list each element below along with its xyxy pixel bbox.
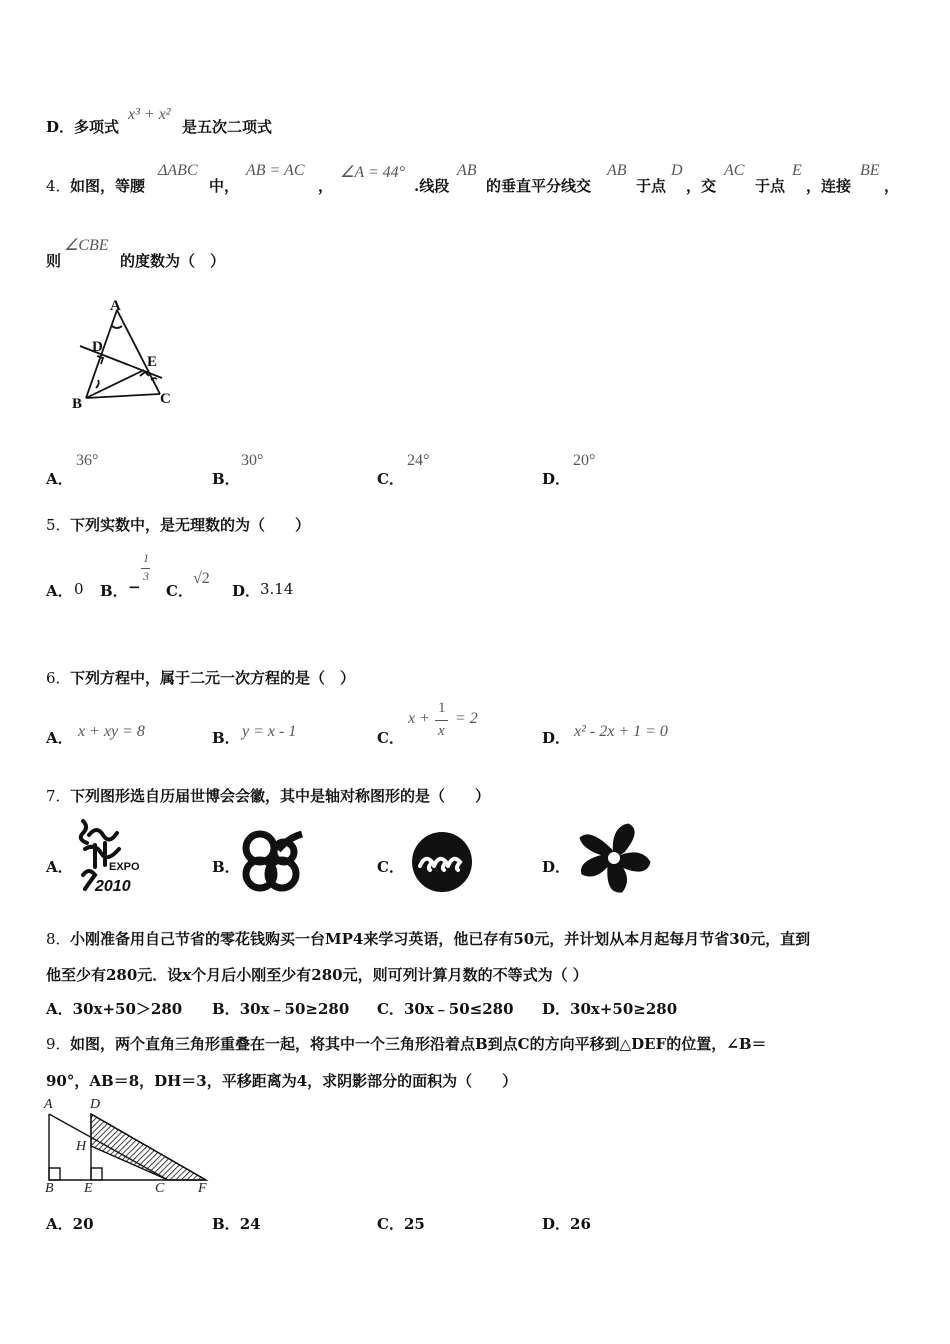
q8-number: 8． xyxy=(46,930,71,948)
q4-text-2: 中， xyxy=(209,177,240,195)
q6-option-c-post: = 2 xyxy=(455,710,478,727)
q9-fig-label-b: B xyxy=(45,1181,54,1196)
q5-option-b-label: B． xyxy=(100,582,128,600)
q3-option-d: D．多项式 xyxy=(46,118,120,136)
q6-option-d-value: x² - 2x + 1 = 0 xyxy=(574,723,668,740)
q7-option-a-label: A． xyxy=(46,858,73,876)
q6-option-a-label: A． xyxy=(46,729,73,747)
q4-text-7: ，交 xyxy=(686,177,717,195)
q6-option-c-fraction-bar xyxy=(435,720,448,721)
q4-triangle-figure xyxy=(70,298,190,413)
q7-logo-b-rings xyxy=(240,828,310,896)
q4-text-10: ， xyxy=(884,177,900,195)
q7-number: 7． xyxy=(46,787,71,805)
q7-logo-a-year-text: 2010 xyxy=(95,878,131,895)
q7-logo-a-expo-text: EXPO xyxy=(109,861,140,873)
q4-math-be: BE xyxy=(860,162,880,179)
q4-text-6: 于点 xyxy=(636,177,667,195)
q9-option-a: A．20 xyxy=(46,1215,94,1233)
q4-fig-label-b: B xyxy=(72,396,83,412)
q7-option-c-label: C． xyxy=(377,858,404,876)
q6-option-d-label: D． xyxy=(542,729,571,747)
q6-option-b-label: B． xyxy=(212,729,240,747)
q3-option-d-expr: x³ + x² xyxy=(128,106,171,123)
q8-line-2: 他至少有280元．设x个月后小刚至少有280元，则可列计算月数的不等式为（ ） xyxy=(46,966,588,984)
q4-text-9: ，连接 xyxy=(806,177,852,195)
q3-option-d-post: 是五次二项式 xyxy=(182,118,273,136)
q4-math-triangle: ΔABC xyxy=(158,162,198,179)
q5-option-d-label: D． xyxy=(232,582,261,600)
q9-option-b: B．24 xyxy=(212,1215,261,1233)
q5-option-a-value: 0 xyxy=(74,580,84,598)
q9-number: 9． xyxy=(46,1035,71,1053)
q5-option-c-value: √2 xyxy=(193,570,210,587)
q9-option-d: D．26 xyxy=(542,1215,591,1233)
q4-fig-label-e: E xyxy=(147,354,158,370)
q4-option-b-label: B． xyxy=(212,470,240,488)
q4-math-angle-a: ∠A = 44° xyxy=(340,164,406,181)
q4-math-ab-ac: AB = AC xyxy=(246,162,305,179)
q4-math-e: E xyxy=(792,162,802,179)
q4-text-4: .线段 xyxy=(414,177,450,195)
q6-option-c-denominator: x xyxy=(438,723,445,739)
q4-math-ab-2: AB xyxy=(607,162,627,179)
q7-logo-a-expo2010 xyxy=(75,815,155,895)
q4-option-b-value: 30° xyxy=(241,452,264,469)
q5-option-a-label: A． xyxy=(46,582,73,600)
q6-text: 下列方程中，属于二元一次方程的是（ ） xyxy=(70,669,356,687)
q7-text: 下列图形选自历届世博会会徽，其中是轴对称图形的是（ ） xyxy=(70,787,491,805)
q6-option-a-value: x + xy = 8 xyxy=(78,723,145,740)
q8-option-d: D．30x+50≥280 xyxy=(542,1000,678,1018)
q4-line2-pre: 则 xyxy=(46,252,62,270)
q4-option-a-label: A． xyxy=(46,470,73,488)
q4-number: 4． xyxy=(46,177,71,195)
q5-option-b-sign: − xyxy=(128,578,141,596)
q5-option-d-value: 3.14 xyxy=(260,580,294,598)
q7-option-b-label: B． xyxy=(212,858,240,876)
q9-triangles-figure xyxy=(40,1100,220,1200)
q8-line-1: 小刚准备用自己节省的零花钱购买一台MP4来学习英语，他已存有50元，并计划从本月起每月节省30元，直到 xyxy=(70,930,811,948)
q4-math-cbe: ∠CBE xyxy=(64,237,109,254)
q4-option-d-value: 20° xyxy=(573,452,596,469)
q5-text: 下列实数中，是无理数的为（ ） xyxy=(70,516,311,534)
q7-option-d-label: D． xyxy=(542,858,571,876)
q4-fig-label-d: D xyxy=(92,339,103,355)
q9-fig-label-e: E xyxy=(84,1181,93,1196)
q6-option-c-numerator: 1 xyxy=(438,700,446,716)
q4-text-8: 于点 xyxy=(755,177,786,195)
q9-option-c: C．25 xyxy=(377,1215,425,1233)
q6-option-b-value: y = x - 1 xyxy=(242,723,297,740)
q8-option-a: A．30x+50＞280 xyxy=(46,1000,183,1018)
q4-option-c-value: 24° xyxy=(407,452,430,469)
q4-math-d: D xyxy=(671,162,683,179)
q4-math-ab: AB xyxy=(457,162,477,179)
q4-text-3: ， xyxy=(318,177,334,195)
q4-fig-label-a: A xyxy=(110,298,121,314)
q4-option-a-value: 36° xyxy=(76,452,99,469)
q8-option-b: B．30x﹣50≥280 xyxy=(212,1000,350,1018)
q5-option-c-label: C． xyxy=(166,582,193,600)
q4-line2-post: 的度数为（ ） xyxy=(120,252,226,270)
q6-number: 6． xyxy=(46,669,71,687)
q4-option-d-label: D． xyxy=(542,470,571,488)
q9-fig-label-c: C xyxy=(155,1181,165,1196)
q5-number: 5． xyxy=(46,516,71,534)
q9-line-1: 如图，两个直角三角形重叠在一起，将其中一个三角形沿着点B到点C的方向平移到△DEF的位置，∠B＝ xyxy=(70,1035,767,1053)
q4-math-ac: AC xyxy=(724,162,745,179)
q4-fig-label-c: C xyxy=(160,391,171,407)
q6-option-c-pre: x + xyxy=(408,710,430,727)
q8-option-c: C．30x﹣50≤280 xyxy=(377,1000,514,1018)
q4-option-c-label: C． xyxy=(377,470,404,488)
q9-fig-label-d: D xyxy=(90,1097,101,1112)
q7-logo-c-waves xyxy=(410,830,474,894)
q4-text-5: 的垂直平分线交 xyxy=(486,177,592,195)
q4-text-1: 如图，等腰 xyxy=(70,177,146,195)
q7-logo-d-flower xyxy=(574,822,654,896)
q5-option-b-denominator: 3 xyxy=(143,569,149,583)
q9-line-2: 90°，AB＝8，DH＝3，平移距离为4，求阴影部分的面积为（ ） xyxy=(46,1072,518,1090)
q5-option-b-numerator: 1 xyxy=(143,551,149,565)
q6-option-c-label: C． xyxy=(377,729,404,747)
q9-fig-label-f: F xyxy=(198,1181,207,1196)
q9-fig-label-h: H xyxy=(76,1139,87,1154)
q9-fig-label-a: A xyxy=(44,1097,53,1112)
